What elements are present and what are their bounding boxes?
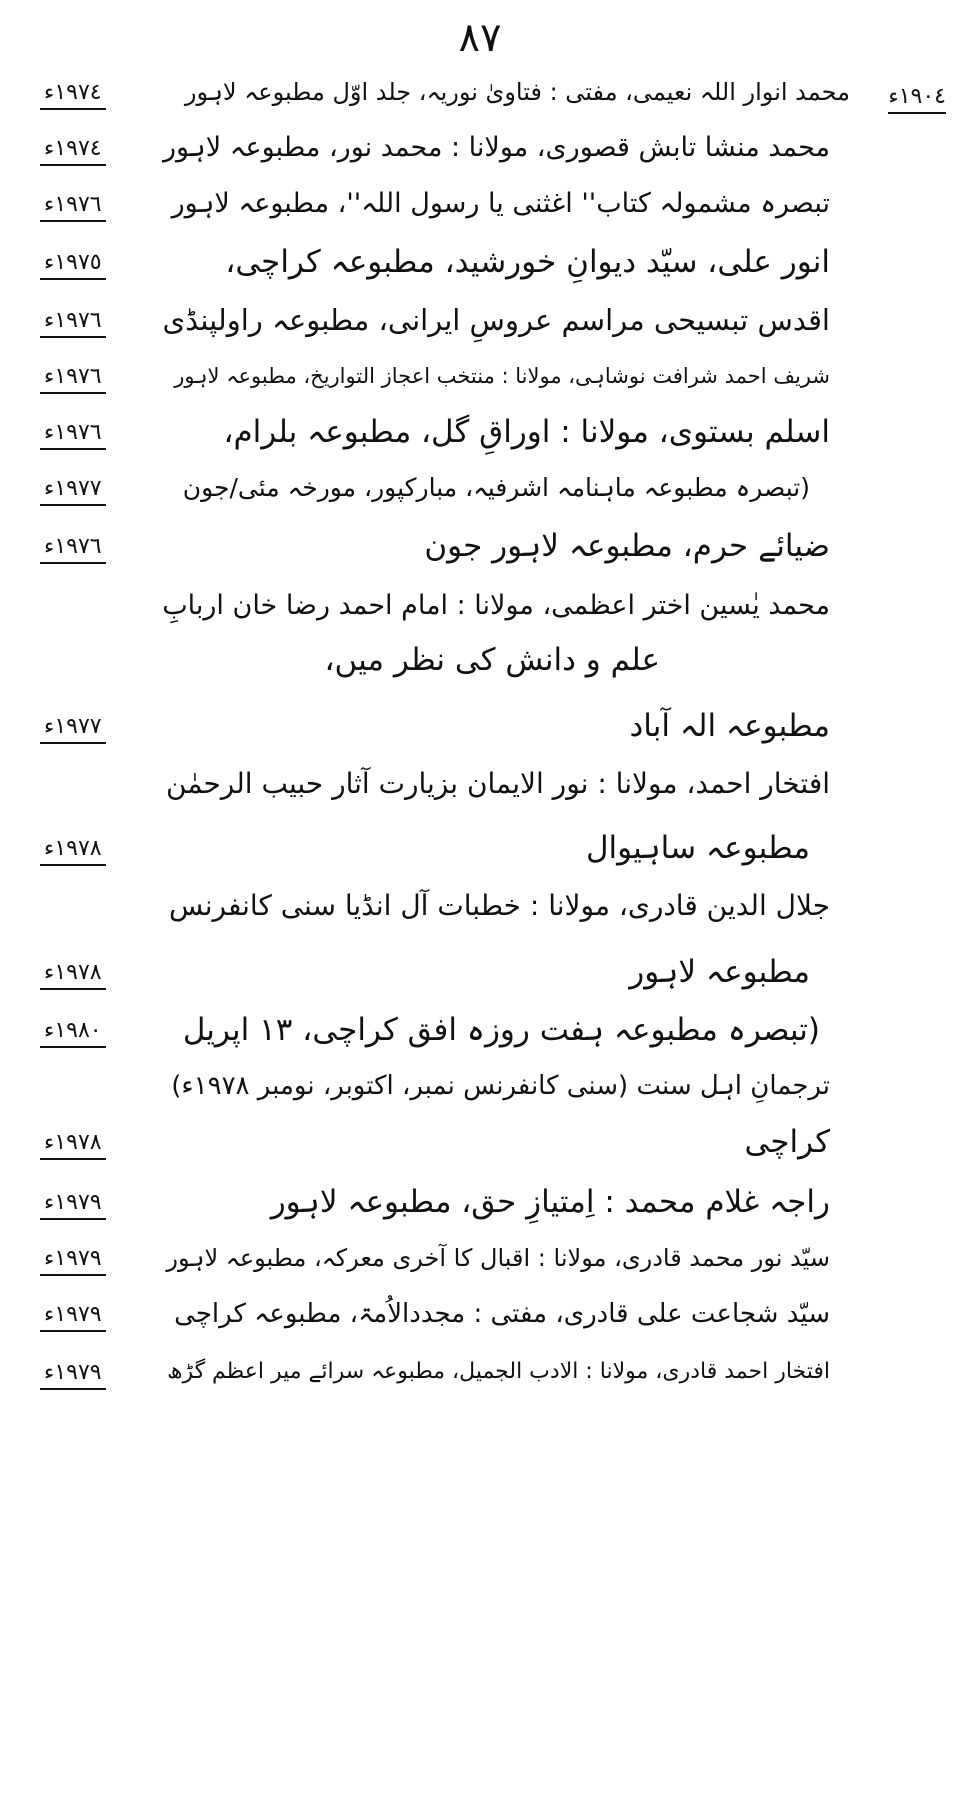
entry-year: ١٩٧٤ء <box>40 78 106 110</box>
entry-year: ١٩٧٨ء <box>40 958 106 990</box>
entry-year: ١٩٧٤ء <box>40 134 106 166</box>
entry-text: مطبوعہ الہ آباد <box>629 708 830 744</box>
entry-text: اقدس تبسیحی مراسم عروسِ ایرانی، مطبوعہ راولپنڈی <box>162 303 830 337</box>
entry-text: ضیائے حرم، مطبوعہ لاہور جون <box>424 528 830 564</box>
margin-year: ١٩٠٤ء <box>888 82 946 114</box>
entry-text: افتخار احمد قادری، مولانا : الادب الجمیل، مطبوعہ سرائے میر اعظم گڑھ <box>167 1359 830 1384</box>
entry-year: ١٩٧٦ء <box>40 190 106 222</box>
entry-text: (تبصرہ مطبوعہ ماہنامہ اشرفیہ، مبارکپور، مورخہ مئی/جون <box>182 473 810 502</box>
entry-text: علم و دانش کی نظر میں، <box>324 642 660 678</box>
entry-text: راجہ غلام محمد : اِمتیازِ حق، مطبوعہ لاہور <box>270 1184 830 1220</box>
entry-year: ١٩٧٩ء <box>40 1188 106 1220</box>
entry-text: اسلم بستوی، مولانا : اوراقِ گل، مطبوعہ بلرام، <box>223 414 830 450</box>
entry-year: ١٩٧٧ء <box>40 712 106 744</box>
entry-year: ١٩٧٧ء <box>40 474 106 506</box>
entry-text: انور علی، سیّد دیوانِ خورشید، مطبوعہ کراچی، <box>225 244 830 280</box>
entry-text: (تبصرہ مطبوعہ ہفت روزہ افق کراچی، ١٣ اپریل <box>182 1012 820 1048</box>
entry-year: ١٩٧٩ء <box>40 1244 106 1276</box>
entry-year: ١٩٧٨ء <box>40 1128 106 1160</box>
entry-year: ١٩٨٠ء <box>40 1016 106 1048</box>
entry-year: ١٩٧٩ء <box>40 1358 106 1390</box>
page-number: ۸۷ <box>458 15 502 61</box>
entry-text: شریف احمد شرافت نوشاہی، مولانا : منتخب اعجاز التواریخ، مطبوعہ لاہور <box>174 364 830 388</box>
entry-text: محمد انوار اللہ نعیمی، مفتی : فتاویٰ نوریہ، جلد اوّل مطبوعہ لاہور <box>184 78 850 106</box>
entry-year: ١٩٧٨ء <box>40 834 106 866</box>
entry-year: ١٩٧٦ء <box>40 418 106 450</box>
entry-text: سیّد نور محمد قادری، مولانا : اقبال کا آخری معرکہ، مطبوعہ لاہور <box>166 1244 830 1272</box>
entry-year: ١٩٧٦ء <box>40 306 106 338</box>
entry-text: سیّد شجاعت علی قادری، مفتی : مجددالاُمۃ، مطبوعہ کراچی <box>174 1299 830 1329</box>
entry-text: کراچی <box>744 1124 830 1160</box>
entry-text: محمد منشا تابش قصوری، مولانا : محمد نور، مطبوعہ لاہور <box>162 132 830 163</box>
entry-year: ١٩٧٥ء <box>40 248 106 280</box>
entry-text: مطبوعہ ساہیوال <box>585 830 810 866</box>
entry-year: ١٩٧٦ء <box>40 362 106 394</box>
entry-text: محمد یٰسین اختر اعظمی، مولانا : امام احمد رضا خان اربابِ <box>162 590 830 621</box>
entry-text: تبصرہ مشمولہ کتاب'' اغثنی یا رسول اللہ''، مطبوعہ لاہور <box>171 188 830 219</box>
entry-year: ١٩٧٦ء <box>40 532 106 564</box>
entry-year: ١٩٧٩ء <box>40 1300 106 1332</box>
entry-text: مطبوعہ لاہور <box>629 954 810 990</box>
entry-text: افتخار احمد، مولانا : نور الایمان بزیارت آثار حبیب الرحمٰن <box>166 767 830 800</box>
entry-text: ترجمانِ اہل سنت (سنی کانفرنس نمبر، اکتوبر، نومبر ١٩٧٨ء) <box>171 1071 830 1101</box>
entry-text: جلال الدین قادری، مولانا : خطبات آل انڈیا سنی کانفرنس <box>169 889 830 922</box>
